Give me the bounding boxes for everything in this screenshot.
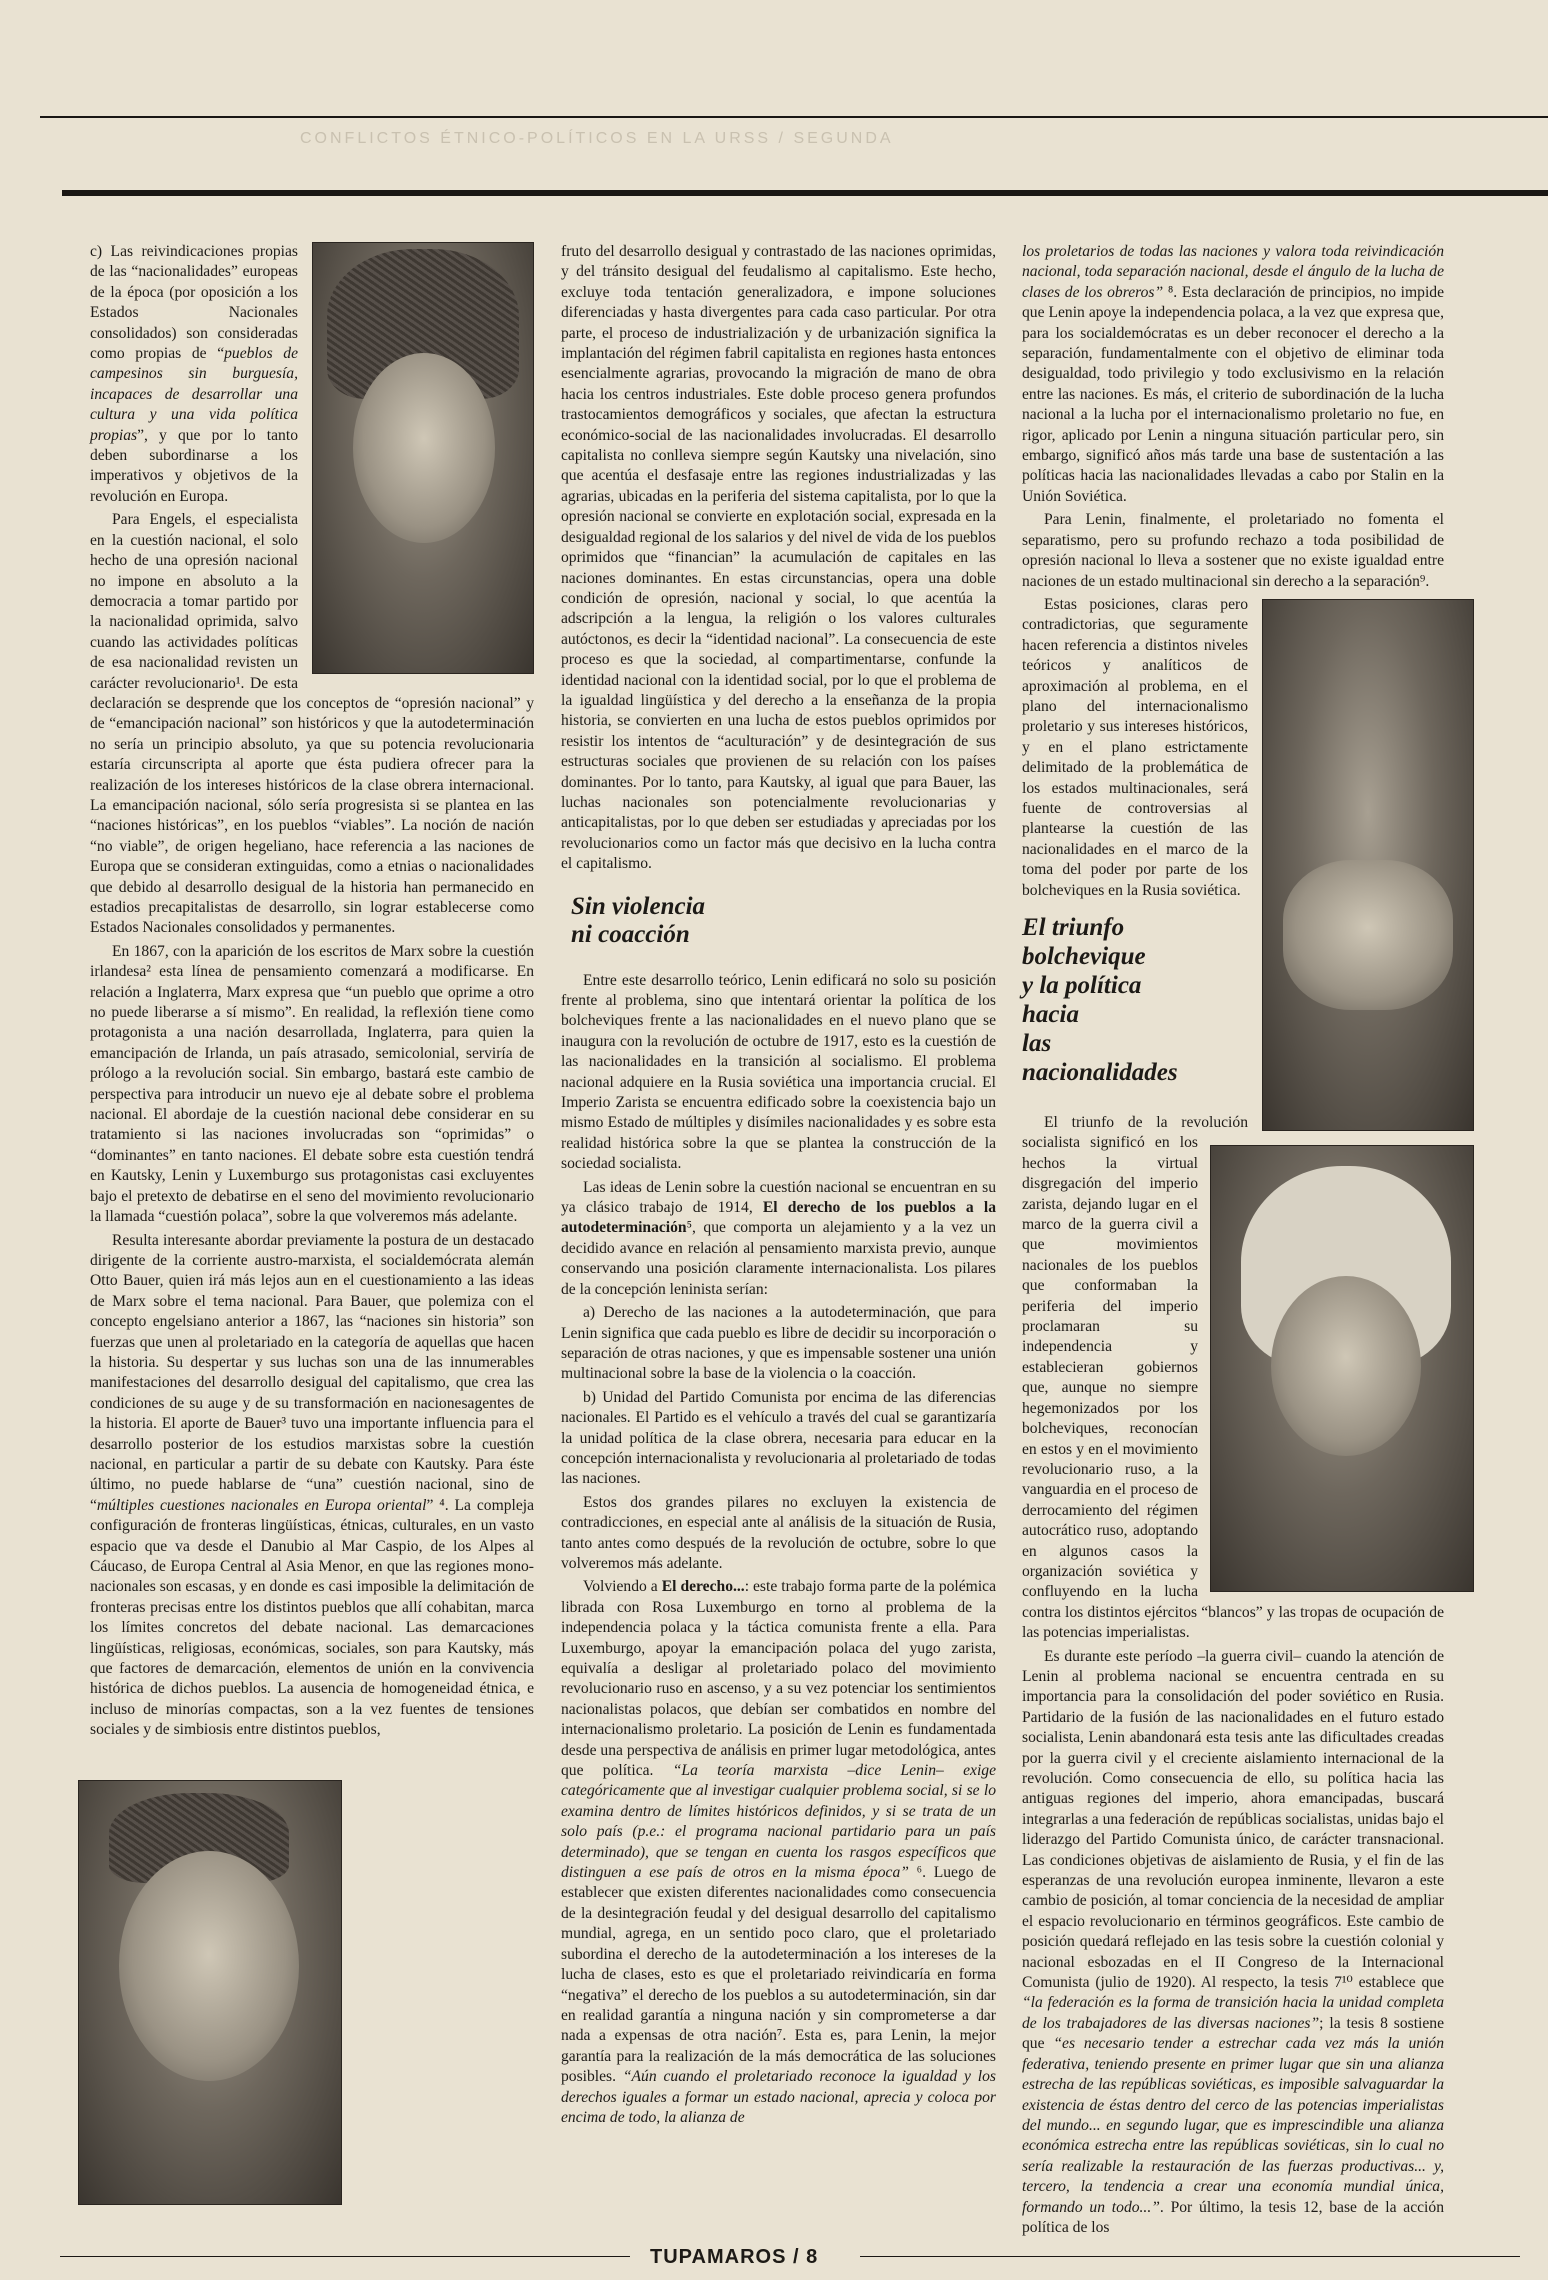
page-footer: TUPAMAROS / 8 (650, 2246, 819, 2268)
col2-paragraph-5: b) Unidad del Partido Comunista por encima de las diferencias nacionales. El Partido es el vehículo a través del cual se garantizaría la unidad política de la clase obrera, necesaria para educar en la concepción internacionalista y revolucionaria al proletariado de todas las naciones. (561, 1388, 996, 1488)
header-rule (62, 190, 1548, 196)
col3-paragraph-1: los proletarios de todas las naciones y valora toda reivindicación nacional, toda separación nacional, desde el ángulo de la lucha de clases de los obreros” ⁸. Esta declaración de principios, no impide que Lenin apoye la independencia polaca, a la vez que expresa que, para los socialdemócratas es un deber reconocer el derecho a la separación, fundamentalmente con el objetivo de eliminar toda desigualdad, todo privilegio y todo exclusivismo en la relación entre las naciones. Es más, el criterio de subordinación de la lucha nacional a la lucha por el internacionalismo proletario no fue, en rigor, aplicado por Lenin a ninguna situación particular pero, sin embargo, significó años más tarde una base de sustentación a las políticas hacia las nacionalidades llevadas a cabo por Stalin en la Unión Soviética. (1022, 243, 1444, 505)
col2-paragraph-3: Las ideas de Lenin sobre la cuestión nacional se encuentran en su ya clásico trabajo de 1914, El derecho de los pueblos a la autodeterminación⁵, que comporta un alejamiento y a la vez un decidido avance en relación al pensamiento marxista previo, aunque conservando una posición claramente internacionalista. Los pilares de la concepción leninista serían: (561, 1178, 996, 1298)
photo-woman-headscarf (1210, 1145, 1474, 1592)
section-heading-sin-violencia: Sin violencia ni coacción (571, 892, 706, 948)
section-heading-el-triunfo: El triunfo bolchevique y la política hacia las nacionalidades (1022, 914, 1178, 1086)
col2-paragraph-6: Estos dos grandes pilares no excluyen la existencia de contradicciones, en especial ante al análisis de la situación de Rusia, tanto antes como después de la revolución de octubre, sobre lo que volveremos más adelante. (561, 1493, 996, 1572)
photo-elder-fur-hat (312, 242, 534, 674)
col2-paragraph-7: Volviendo a El derecho...: este trabajo forma parte de la polémica librada con Rosa Luxemburgo en torno al problema de la independencia polaca y la táctica comunista frente a ella. Para Luxemburgo, apoyar la emancipación polaca del yugo zarista, equivalía a desligar al proletariado polaco del movimiento revolucionario ruso en ascenso, y a su vez potenciar los sentimientos nacionalistas polacos, que debían ser combatidos en nombre del internacionalismo proletario. La posición de Lenin es fundamentada desde una perspectiva de análisis en primer lugar metodológica, antes que política. “La teoría marxista –dice Lenin– exige categóricamente que al investigar cualquier problema social, si se lo examina dentro de límites históricos definidos, y si se trata de un solo país (p.e.: el programa nacional partidario para un país determinado), que se tengan en cuenta los rasgos específicos que distinguen a ese país de otros en la misma época” ⁶. Luego de establecer que existen diferentes nacionalidades como consecuencia de la desintegración feudal y del desigual desarrollo del capitalismo mundial, agrega, en un sentido poco claro, que el proletariado subordina el derecho de la autodeterminación a los intereses de la lucha de clases, esto es que el proletariado reivindicaría en forma “negativa” el derecho de los pueblos a su autodeterminación, sin dar en realidad garantía a ninguna nación y sin comprometerse a dar nada a expensas de otra nación⁷. Esta es, para Lenin, la mejor garantía para la realización de la más democrática de las soluciones posibles. “Aún cuando el proletariado reconoce la igualdad y los derechos iguales a formar un estado nacional, aprecia y coloca por encima de todo, la alianza de (561, 1578, 997, 2126)
col2-paragraph-2: Entre este desarrollo teórico, Lenin edificará no solo su posición frente al problema, sino que intentará orientar la política de los bolcheviques frente a las nacionalidades en el nuevo plano que se inaugura con la revolución de octubre de 1917, esto es la cuestión de las nacionalidades en la transición al socialismo. El problema nacional adquiere en la Rusia soviética una importancia crucial. El Imperio Zarista se encuentra edificado sobre la coexistencia bajo un mismo Estado de múltiples y disímiles nacionalidades y es sobre esta realidad histórica sobre la que se plantea la construcción de la sociedad socialista. (561, 971, 996, 1173)
col2-paragraph-1: fruto del desarrollo desigual y contrastado de las naciones oprimidas, y del tránsito desigual del feudalismo al capitalismo. Este hecho, excluye toda tentación generalizadora, e impone soluciones diferenciadas y hasta divergentes para cada caso particular. Por otra parte, el proceso de industrialización y de urbanización significa la implantación del régimen fabril capitalista en regiones hasta entonces esencialmente agrarias, provocando la migración de mano de obra hacia los centros industriales. Este doble proceso genera profundos trastocamientos demográficos y sociales, que afectan la estructura económico-social de las nacionalidades involucradas. El desarrollo capitalista no conlleva siempre según Kautsky una nivelación, sino que acentúa el desfasaje entre las regiones industrializadas y las agrarias, ubicadas en la periferia del sistema capitalista, por lo que la opresión nacional se convierte en explotación social, expresada en la desigualdad regional de los salarios y del nivel de vida de los pueblos oprimidos que “financian” la acumulación de capitales en las naciones dominantes. En estas circunstancias, opera una doble condición de opresión, nacional y social, lo que acentúa la adscripción a la lengua, la religión o los valores culturales autóctonos, es decir la “identidad nacional”. La consecuencia de este proceso es que la sociedad, al compartimentarse, confunde la identidad nacional con la identidad social, por lo que el problema de la igualdad lingüística y del derecho a la enseñanza de la propia historia, se convierten en una lucha de estos pueblos oprimidos por resistir los intentos de “aculturación” y de desintegración de sus estructuras sociales que provienen de su relación con los países dominantes. Por lo tanto, para Kautsky, al igual que para Bauer, las luchas nacionales son potencialmente revolucionarias y anticapitalistas, por lo que deben ser estudiadas y apreciadas por los revolucionarios como un factor más que decisivo en la lucha contra el capitalismo. (561, 243, 996, 873)
bottom-rule (60, 2256, 630, 2257)
running-head: CONFLICTOS ÉTNICO-POLÍTICOS EN LA URSS / SEGUNDA (300, 130, 894, 147)
face-shape (1271, 1276, 1421, 1456)
bottom-rule-right (860, 2256, 1520, 2257)
col3-paragraph-2: Para Lenin, finalmente, el proletariado no fomenta el separatismo, pero su profundo rechazo a toda posibilidad de opresión nacional lo lleva a sostener que no existe igualdad entre naciones de un estado multinacional sin derecho a la separación⁹. (1022, 511, 1444, 590)
face-shape (119, 1851, 299, 2081)
column-2 (561, 242, 996, 2131)
col1-paragraph-3: En 1867, con la aparición de los escritos de Marx sobre la cuestión irlandesa² esta línea de pensamiento comenzará a modificarse. En relación a Inglaterra, Marx expresa que “un pueblo que oprime a otro no puede liberarse a sí mismo”. En realidad, la reflexión tiene como protagonista a una nación desarrollada, Inglaterra, para quien la emancipación de Irlanda, un país atrasado, semicolonial, serviría de prólogo a la revolución social. Sin embargo, bastará este cambio de perspectiva para introducir un nuevo eje al debate sobre el problema nacional. El abordaje de la cuestión nacional debe considerar en su tratamiento si las naciones involucradas son “oprimidas” o “dominantes” en tanto naciones. El debate sobre esta cuestión tendrá en Kautsky, Lenin y Luxemburgo sus protagonistas casi excluyentes bajo el pretexto de debatirse en el seno del movimiento revolucionario la llamada “cuestión polaca”, sobre la que volveremos más adelante. (90, 942, 534, 1226)
col3-paragraph-4: El triunfo de la revolución socialista significó en los hechos la virtual disgregación del imperio zarista, dejando lugar en el marco de la guerra civil a que movimientos nacionales de los pueblos que conformaban la periferia del imperio proclamaran su independencia y establecieran gobiernos que, aunque no siempre hegemonizados por los bolcheviques, reconocían en estos y en el movimiento revolucionario ruso, a la vanguardia en el proceso de derrocamiento del régimen autocrático ruso, adoptando en algunos casos la organización soviética y confluyendo en la lucha contra los distintos ejércitos “blancos” y las tropas de ocupación de las potencias imperialistas. (1022, 1114, 1444, 1642)
photo-man-with-mustache (78, 1780, 342, 2205)
photo-rider-on-donkey (1262, 599, 1474, 1131)
face-shape (353, 353, 495, 543)
top-rule (40, 116, 1548, 118)
col1-paragraph-1: c) Las reivindicaciones propias de las “nacionalidades” europeas de la época (por oposición a los Estados Nacionales consolidados) son consideradas como propias de “pueblos de campesinos sin burguesía, incapaces de desarrollar una cultura y una vida política propias”, y que por lo tanto deben subordinarse a los imperativos y objetivos de la revolución en Europa. (90, 243, 298, 505)
col1-paragraph-2: Para Engels, el especialista en la cuestión nacional, el solo hecho de una opresión nacional no impone en absoluto a la democracia a tomar partido por la nacionalidad oprimida, salvo cuando las actividades políticas de esa nacionalidad revisten un carácter revolucionario¹. De esta declaración se desprende que los conceptos de “opresión nacional” y de “emancipación nacional” son históricos y que la autodeterminación no sería un principio absoluto, ya que su potencia revolucionaria estaría circunscripta al aporte que ésta pudiera ofrecer para la realización de los intereses históricos de la clase obrera internacional. La emancipación nacional, sólo sería progresista si se plantea en las “naciones históricas”, en los pueblos “viables”. La noción de nación “no viable”, de origen hegeliano, hace referencia a las naciones de Europa que se consideran extinguidas, como a etnias o nacionalidades que debido al desarrollo desigual de la historia han permanecido en estadios precapitalistas de desarrollo, sin lograr establecerse como Estados Nacionales consolidados y permanentes. (90, 511, 534, 937)
col3-paragraph-5: Es durante este período –la guerra civil– cuando la atención de Lenin al problema nacional se encuentra centrada en su importancia para la consolidación del poder soviético en Rusia. Partidario de la fusión de las nacionalidades en el futuro estado socialista, Lenin abandonará esta tesis ante las dificultades creadas por la guerra civil y el creciente aislamiento internacional de la revolución. Como consecuencia de ello, su política hacia las antiguas regiones del imperio, ahora emancipadas, buscará integrarlas a una federación de repúblicas socialistas, unidas bajo el liderazgo del Partido Comunista único, de carácter transnacional. Las condiciones objetivas de aislamiento de Rusia, y el fin de las esperanzas de una revolución europea inminente, llevaron a este cambio de posición, al tomar conciencia de la necesidad de ampliar el espacio revolucionario en términos geográficos. Este cambio de posición quedará reflejado en las tesis sobre la cuestión colonial y nacional esbozadas en el II Congreso de la Internacional Comunista (julio de 1920). Al respecto, la tesis 7¹⁰ establece que “la federación es la forma de transición hacia la unidad completa de los trabajadores de las diversas naciones”; la tesis 8 sostiene que “es necesario tender a estrechar cada vez más la unión federativa, teniendo presente en primer lugar que sin una alianza estrecha de las repúblicas soviéticas, es imposible salvaguardar la existencia de éstas dentro del cerco de las potencias imperialistas del mundo... en segundo lugar, que es imprescindible una alianza económica estrecha entre las repúblicas soviéticas, sin lo cual no sería realizable la restauración de las fuerzas productivas... y, tercero, la tendencia a crear una economía mundial única, formando un todo...”. Por último, la tesis 12, base de la acción política de los (1022, 1647, 1444, 2236)
col2-paragraph-4: a) Derecho de las naciones a la autodeterminación, que para Lenin significa que cada pueblo es libre de decidir su incorporación o separación de otras naciones, y que es impensable sostener una unión multinacional sobre la base de la violencia o la coacción. (561, 1304, 996, 1383)
column-3 (1022, 242, 1444, 2241)
col3-paragraph-3: Estas posiciones, claras pero contradictorias, que seguramente hacen referencia a distintos niveles teóricos y analíticos de aproximación al problema, en el plano del internacionalismo proletario y sus intereses históricos, y en el plano estrictamente delimitado de la problemática de los estados multinacionales, será fuente de controversias al plantearse la cuestión de las nacionalidades en el marco de la toma del poder por parte de los bolcheviques en la Rusia soviética. (1022, 595, 1248, 899)
column-1 (90, 242, 534, 1744)
animal-shape (1283, 860, 1453, 1010)
col1-paragraph-4: Resulta interesante abordar previamente la postura de un destacado dirigente de la corriente austro-marxista, el socialdemócrata alemán Otto Bauer, quien irá más lejos aun en el cuestionamiento a las ideas de Marx sobre el tema nacional. Para Bauer, que polemiza con el concepto engelsiano anterior a 1867, las “naciones sin historia” son fuerzas que unen al proletariado en la categoría de aquellas que hacen la historia. Su despertar y sus luchas son una de las innumerables manifestaciones del desarrollo desigual del capitalismo, que crea las condiciones de su auge y de su transformación en nacionesagentes de la historia. El aporte de Bauer³ tuvo una importante influencia para el desarrollo posterior de los estudios marxistas sobre la cuestión nacional, en particular a partir de su debate con Kautsky. Para éste último, no puede hablarse de “una” cuestión nacional, sino de “múltiples cuestiones nacionales en Europa oriental” ⁴. La compleja configuración de fronteras lingüísticas, étnicas, culturales, en un vasto espacio que va desde el Danubio al Mar Caspio, de los Alpes al Cáucaso, de Europa Central al Asia Menor, en que las regiones mono-nacionales son escasas, y en donde es casi imposible la delimitación de fronteras precisas entre los distintos pueblos que allí cohabitan, marca los límites concretos del debate nacional. Las demarcaciones lingüísticas, religiosas, económicas, sociales, son para Kautsky, más que factores de demarcación, elementos de unión en la convivencia histórica de dichos pueblos. La ausencia de homogeneidad étnica, e incluso de minorías compactas, son a la vez fuentes de tensiones sociales y de simbiosis entre distintos pueblos, (90, 1231, 534, 1739)
